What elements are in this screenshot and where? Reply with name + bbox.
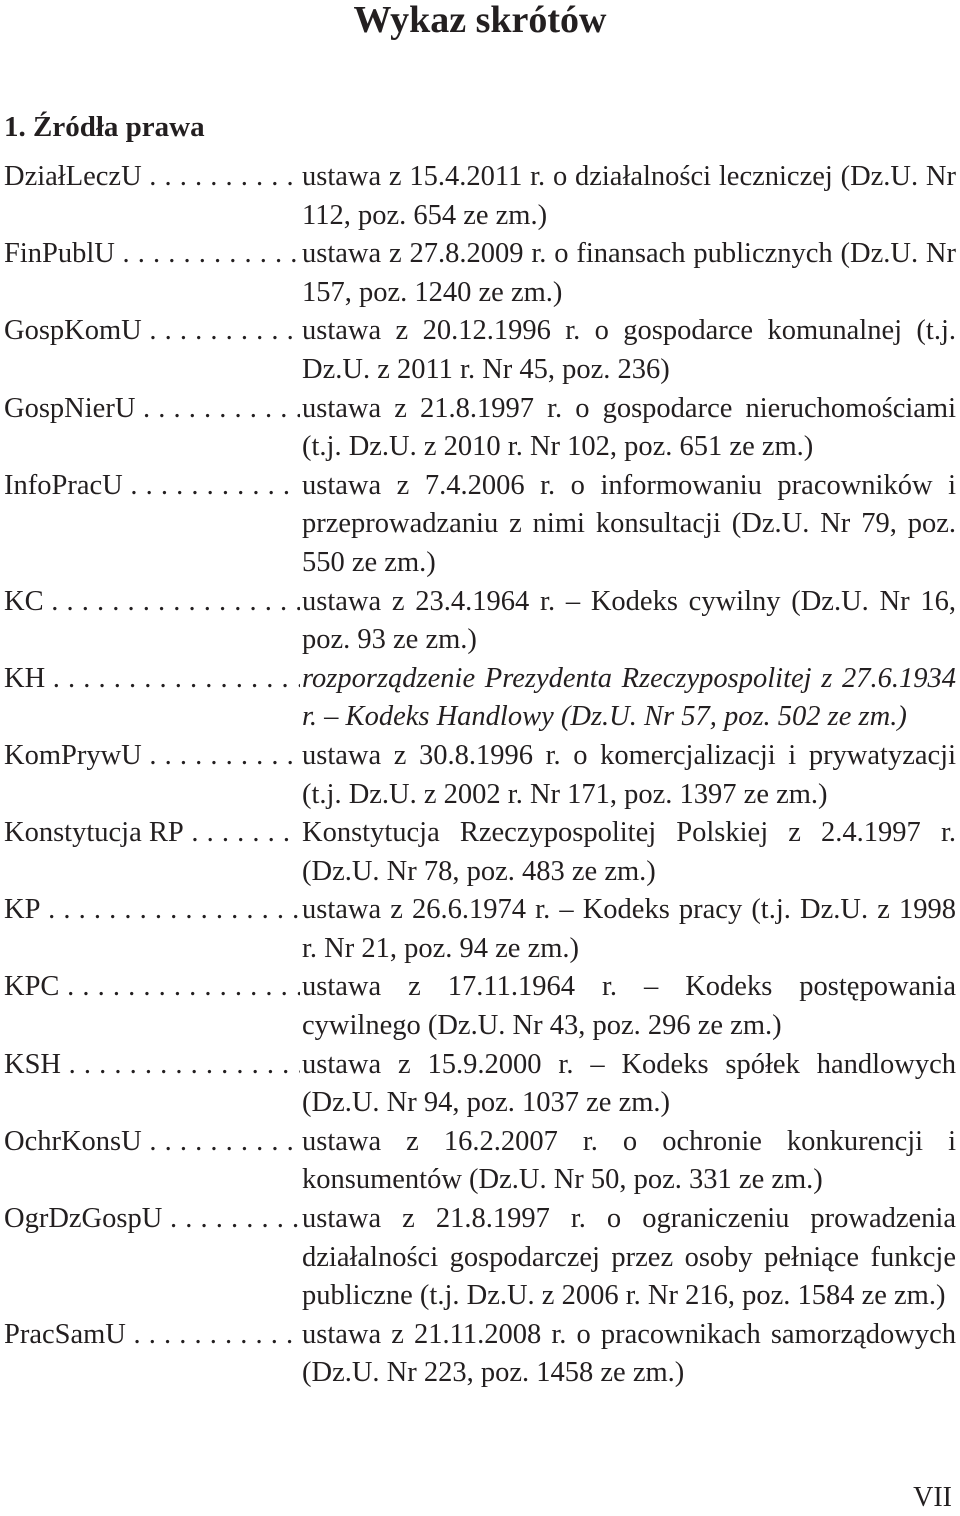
abbreviation-term: KSH . . .: [4, 1046, 300, 1085]
abbreviation-entry: [0, 158, 956, 235]
abbreviation-entry: [0, 1123, 956, 1200]
abbreviation-term: GospKomU . . .: [4, 312, 300, 351]
abbreviation-entry: [0, 968, 956, 1045]
abbreviation-entry: [0, 891, 956, 968]
abbreviation-definition: ustawa z 15.4.2011 r. o działalności leczniczej (Dz.U. Nr 112, poz. 654 ze zm.): [302, 161, 956, 231]
abbreviation-definition: ustawa z 17.11.1964 r. – Kodeks postępowania cywilnego (Dz.U. Nr 43, poz. 296 ze zm.): [302, 971, 956, 1042]
abbreviation-term: DziałLeczU . . .: [4, 158, 300, 197]
abbreviation-term: GospNierU . . .: [4, 390, 300, 429]
abbreviation-definition: rozporządzenie Prezydenta Rzeczypospolitej z 27.6.1934 r. – Kodeks Handlowy (Dz.U. Nr 57, poz. 502 ze zm.): [302, 662, 956, 733]
abbreviation-entry: [0, 390, 956, 467]
abbreviation-definition: ustawa z 15.9.2000 r. – Kodeks spółek handlowych (Dz.U. Nr 94, poz. 1037 ze zm.): [302, 1048, 956, 1119]
abbreviation-definition: Konstytucja Rzeczypospolitej Polskiej z 2.4.1997 r. (Dz.U. Nr 78, poz. 483 ze zm.): [302, 817, 956, 887]
abbreviation-definition: ustawa z 21.11.2008 r. o pracownikach samorządowych (Dz.U. Nr 223, poz. 1458 ze zm.): [302, 1318, 956, 1389]
abbreviation-term: KPC . . .: [4, 968, 300, 1007]
abbreviation-definition: ustawa z 30.8.1996 r. o komercjalizacji i prywatyzacji (t.j. Dz.U. z 2002 r. Nr 171, poz. 1397 ze zm.): [302, 739, 956, 810]
abbreviation-definition: ustawa z 21.8.1997 r. o ograniczeniu prowadzenia działalności gospodarczej przez osoby pełniące funkcje publiczne (t.j. Dz.U. z 2006 r. Nr 216, poz. 1584 ze zm.): [302, 1203, 956, 1312]
abbreviation-entry: [0, 235, 956, 312]
abbreviation-entry: [0, 1046, 956, 1123]
abbreviation-term: Konstytucja RP . . .: [4, 814, 300, 853]
abbreviation-entry: [0, 737, 956, 814]
abbreviation-term: KH . . .: [4, 660, 300, 699]
abbreviation-entry: [0, 814, 956, 891]
abbreviation-entry: [0, 1316, 956, 1393]
abbreviation-definition: ustawa z 21.8.1997 r. o gospodarce nieruchomościami (t.j. Dz.U. z 2010 r. Nr 102, poz. 651 ze zm.): [302, 392, 956, 463]
abbreviation-term: KP . . .: [4, 891, 300, 930]
abbreviation-term: OchrKonsU . . .: [4, 1123, 300, 1162]
abbreviation-definition: ustawa z 26.6.1974 r. – Kodeks pracy (t.j. Dz.U. z 1998 r. Nr 21, poz. 94 ze zm.): [302, 894, 956, 964]
abbreviation-entry: [0, 312, 956, 389]
abbreviation-term: InfoPracU . . .: [4, 467, 300, 506]
abbreviation-entry: [0, 467, 956, 583]
abbreviation-definition: ustawa z 7.4.2006 r. o informowaniu pracowników i przeprowadzaniu z nimi konsultacji (Dz.U. Nr 79, poz. 550 ze zm.): [302, 469, 956, 578]
abbreviation-list: [0, 158, 956, 1393]
abbreviation-entry: [0, 583, 956, 660]
abbreviation-definition: ustawa z 16.2.2007 r. o ochronie konkurencji i konsumentów (Dz.U. Nr 50, poz. 331 ze zm.): [302, 1125, 956, 1196]
page-title: Wykaz skrótów: [353, 0, 607, 41]
page-number: VII: [913, 1482, 952, 1513]
section-heading: 1. Źródła prawa: [4, 111, 205, 143]
abbreviation-entry: [0, 1200, 956, 1316]
abbreviation-entry: [0, 660, 956, 737]
abbreviation-definition: ustawa z 20.12.1996 r. o gospodarce komunalnej (t.j. Dz.U. z 2011 r. Nr 45, poz. 236): [302, 315, 956, 385]
abbreviation-definition: ustawa z 23.4.1964 r. – Kodeks cywilny (Dz.U. Nr 16, poz. 93 ze zm.): [302, 585, 956, 656]
abbreviation-definition: ustawa z 27.8.2009 r. o finansach publicznych (Dz.U. Nr 157, poz. 1240 ze zm.): [302, 238, 956, 308]
abbreviation-term: KomPrywU . . .: [4, 737, 300, 776]
abbreviation-term: FinPublU . . .: [4, 235, 300, 274]
abbreviation-term: OgrDzGospU . . .: [4, 1200, 300, 1239]
abbreviation-term: KC . . .: [4, 583, 300, 622]
abbreviation-term: PracSamU . . .: [4, 1316, 300, 1355]
